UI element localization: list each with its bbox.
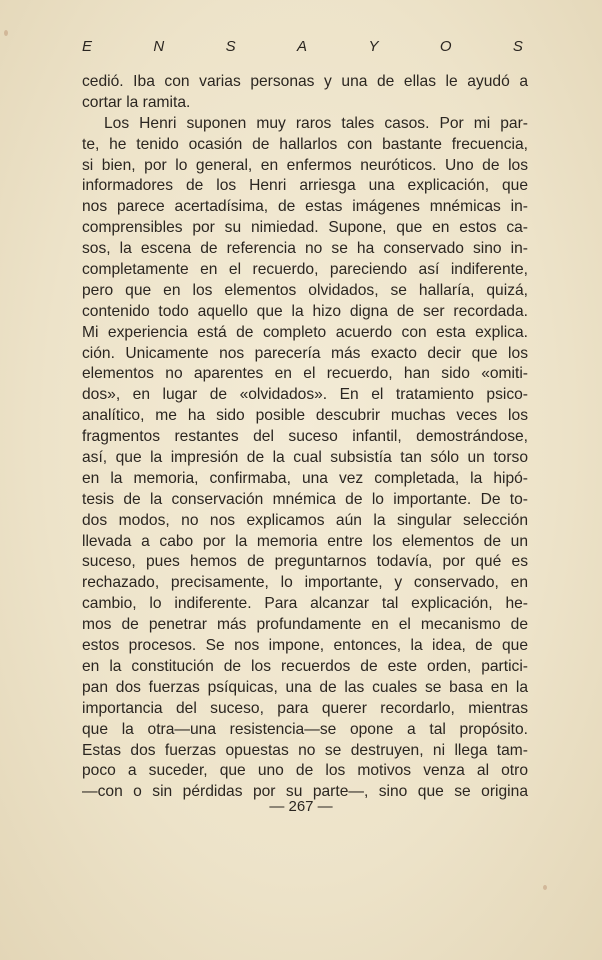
text-line: analítico, me ha sido posible descubrir muchas veces los (82, 407, 528, 425)
running-head-letter: Y (368, 38, 380, 55)
text-line: mos de penetrar más profundamente en el mecanismo de (82, 616, 528, 634)
text-line: poco a suceder, que uno de los motivos venza al otro (82, 762, 528, 780)
text-line: pan dos fuerzas psíquicas, una de las cuales se basa en la (82, 678, 528, 696)
text-line: contenido todo aquello que la hizo digna de ser recordada. (82, 302, 528, 320)
text-line: Los Henri suponen muy raros tales casos. Por mi par- (104, 114, 528, 132)
text-line: Estas dos fuerzas opuestas no se destruyen, ni llega tam- (82, 741, 528, 759)
text-line: Mi experiencia está de completo acuerdo con esta explica. (82, 323, 528, 341)
text-line: fragmentos restantes del suceso infantil, demostrándose, (82, 428, 528, 446)
text-line: sos, la escena de referencia no se ha conservado sino in- (82, 240, 528, 258)
running-head-letter: S (225, 38, 237, 55)
text-line: completamente en el recuerdo, pareciendo así indiferente, (82, 261, 528, 279)
text-line: —con o sin pérdidas por su parte—, sino que se origina (82, 783, 528, 801)
running-head-letter: E (82, 38, 94, 55)
text-line: comprensibles por su nimiedad. Supone, que en estos ca- (82, 219, 528, 237)
page-number: — 267 — (269, 798, 333, 815)
text-line: llevada a cabo por la memoria entre los elementos de un (82, 532, 528, 550)
text-line: elementos no aparentes en el recuerdo, han sido «omiti- (82, 365, 528, 383)
text-line: cambio, lo indiferente. Para alcanzar tal explicación, he- (82, 595, 528, 613)
text-line: nos parece acertadísima, de estas imágenes mnémicas in- (82, 198, 528, 216)
text-line: estos procesos. Se nos impone, entonces, la idea, de que (82, 637, 528, 655)
text-line: dos modos, no nos explicamos aún la singular selección (82, 511, 528, 529)
text-line: en la memoria, confirmaba, una vez completada, la hipó- (82, 469, 528, 487)
running-head (82, 38, 524, 60)
paper-speck (4, 30, 8, 36)
text-line: que la otra—una resistencia—se opone a tal propósito. (82, 720, 528, 738)
paper-speck (543, 885, 547, 890)
text-line: tesis de la conservación mnémica de lo importante. De to- (82, 490, 528, 508)
text-line: dos», en lugar de «olvidados». En el tratamiento psico- (82, 386, 528, 404)
running-head-letter: S (512, 38, 524, 55)
text-line: suceso, pues hemos de preguntarnos todavía, por qué es (82, 553, 528, 571)
text-line: cedió. Iba con varias personas y una de ellas le ayudó a (82, 73, 528, 90)
text-line: pero que en los elementos olvidados, se hallaría, quizá, (82, 281, 528, 299)
text-line: te, he tenido ocasión de hallarlos con bastante frecuencia, (82, 135, 528, 153)
text-line: importancia del suceso, para querer recordarlo, mientras (82, 699, 528, 717)
running-head-letter: A (297, 38, 309, 55)
body-text (82, 72, 528, 803)
running-head-letter: N (153, 38, 166, 55)
text-line: en la constitución de los recuerdos de este orden, partici- (82, 657, 528, 675)
text-line: si bien, por lo general, en enfermos neuróticos. Uno de los (82, 156, 528, 174)
text-line: informadores de los Henri arriesga una explicación, que (82, 177, 528, 195)
text-line: rechazado, precisamente, lo importante, y conservado, en (82, 574, 528, 592)
running-head-letter: O (439, 38, 453, 55)
text-line: así, que la impresión de la cual subsistía tan sólo un torso (82, 449, 528, 467)
text-line: ción. Unicamente nos parecería más exacto decir que los (82, 344, 528, 362)
text-line: cortar la ramita. (82, 93, 191, 111)
